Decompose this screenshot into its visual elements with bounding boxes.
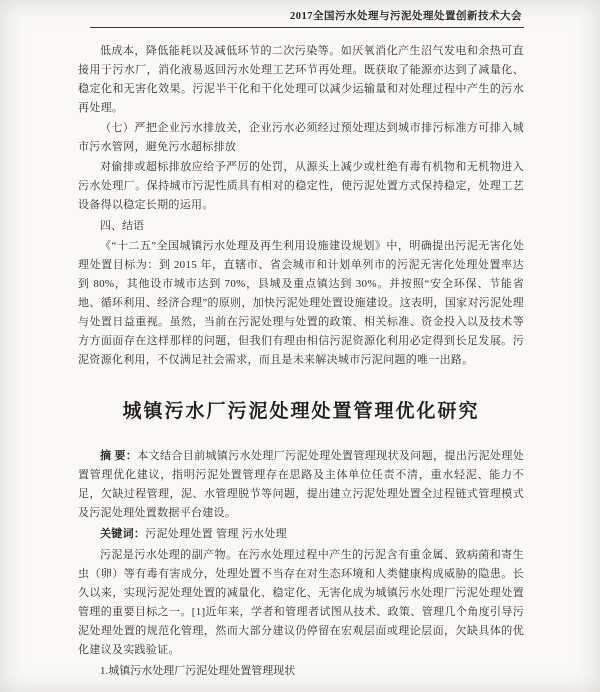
paragraph: 对偷排或超标排放应给予严厉的处罚，从源头上减少或杜绝有毒有机物和无机物进入污水处理厂。保持城市污泥性质具有相对的稳定性，使污泥处置方式保持稳定，处理工艺设备得以稳定长期的运用。 xyxy=(78,161,524,211)
abstract-text: 本文结合目前城镇污水处理厂污泥处理处置管理现状及问题，提出污泥处理处置管理优化建议，指明污泥处置管理存在思路及主体单位任责不清，重水轻泥、能力不足，欠缺过程管理，泥、水管理脱节等问题，提出建立污泥处理处置全过程链式管理模式及污泥处理处置数据平台建设。 xyxy=(78,450,524,519)
conclusion-heading: 四、结语 xyxy=(100,220,144,232)
section-heading: 1.城镇污水处理厂污泥处理处置管理现状 xyxy=(100,665,296,677)
article-title: 城镇污水厂污泥处理处置管理优化研究 xyxy=(122,401,480,422)
paragraph: 《“十二五”全国城镇污水处理及再生利用设施建设规划》中，明确提出污泥无害化处理处置目标为：到 2015 年，直辖市、省会城市和计划单列市的污泥无害化处理处置率达到 80%，其他设市城市达到 70%，县城及重点镇达到 30%。并按照“安全环保、节能省地、循环利用、经济合理”的原则，加快污泥处理处置设施建设。这表明，国家对污泥处理与处置日益重视。虽然，当前在污泥处理与处置的政策、相关标准、资金投入以及技术等方方面面存在这样那样的问题，但我们有理由相信污泥资源化利用必定得到长足发展。污泥资源化利用，不仅满足社会需求，而且是未来解决城市污泥问题的唯一出路。 xyxy=(78,240,524,366)
keywords xyxy=(78,525,524,544)
paragraph: （七）严把企业污水排放关，企业污水必须经过预处理达到城市排污标准方可排入城市污水管网，避免污水超标排放 xyxy=(78,122,524,153)
conference-header: 2017全国污水处理与污泥处理处置创新技术大会 xyxy=(90,6,524,28)
keywords-label: 关键词： xyxy=(100,528,146,540)
keywords-text: 污泥处理处置 管理 污水处理 xyxy=(145,528,287,540)
paragraph: 低成本，降低能耗以及减低环节的二次污染等。如厌氧消化产生沼气发电和余热可直接用于污水厂，消化液易返回污水处理工艺环节再处理。既获取了能源亦达到了减量化、稳定化和无害化效果。污泥半干化和干化处理可以减少运输量和对处理过程中产生的污水再处理。 xyxy=(78,45,524,114)
abstract-label: 摘 要： xyxy=(100,450,138,462)
intro-paragraph: 污泥是污水处理的副产物。在污水处理过程中产生的污泥含有重金属、致病菌和寄生虫（卵）等有毒有害成分，处理处置不当存在对生态环境和人类健康构成威胁的隐患。长久以来，实现污泥处理处置的减量化、稳定化、无害化成为城镇污水处理厂污泥处理处置管理的重要目标之一。[1]近年来，学者和管理者试图从技术、政策、管理几个角度引导污泥处理处置的规范化管理，然而大部分建议仍停留在宏观层面或理论层面，欠缺具体的优化建议及实践验证。 xyxy=(78,549,524,656)
abstract xyxy=(78,447,524,523)
